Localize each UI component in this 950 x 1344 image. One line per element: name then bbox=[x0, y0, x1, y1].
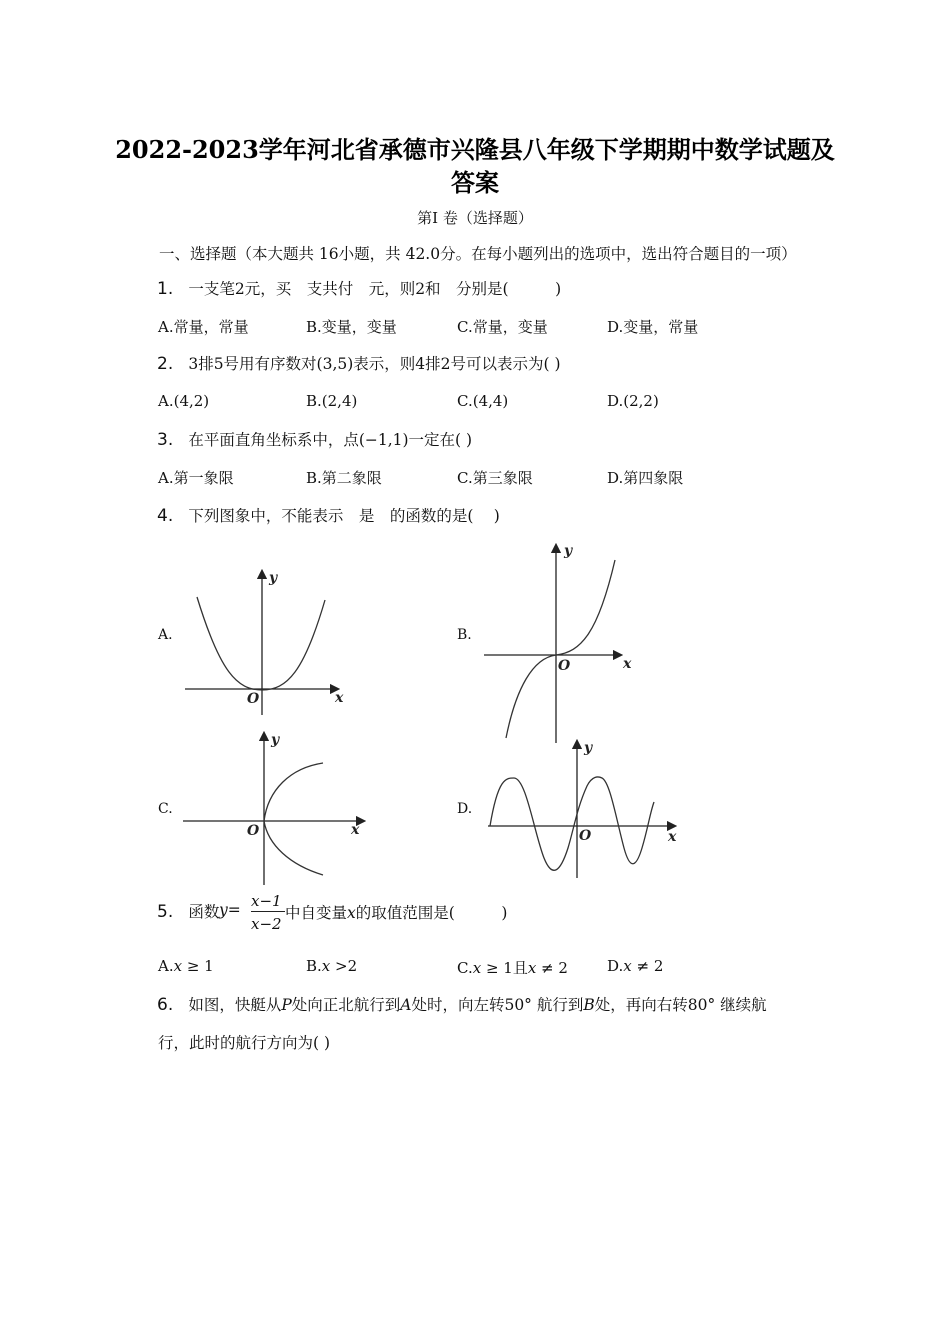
q1-option-c[interactable]: C.常量，变量 bbox=[457, 318, 548, 336]
figure-a-label[interactable]: A. bbox=[158, 627, 173, 643]
curve bbox=[490, 777, 654, 870]
figure-c-label[interactable]: C. bbox=[158, 801, 173, 817]
origin-label: O bbox=[558, 658, 571, 674]
y-axis-label: y bbox=[564, 543, 573, 559]
question-5 bbox=[157, 900, 219, 922]
question-number: 1. bbox=[157, 279, 174, 299]
q3-option-a[interactable]: A.第一象限 bbox=[158, 469, 234, 487]
figure-a-parabola bbox=[175, 560, 355, 720]
question-number: 2. bbox=[157, 354, 174, 374]
document-title-line-2: 答案 bbox=[451, 168, 499, 197]
y-axis-label: y bbox=[584, 740, 593, 756]
origin-label: O bbox=[247, 691, 260, 707]
q1-option-d[interactable]: D.变量，常量 bbox=[607, 318, 699, 336]
q2-option-c[interactable]: C.(4,4) bbox=[457, 392, 509, 410]
question-text-line-1: 如图，快艇从𝑃处向正北航行到𝐴处时，向左转50° 航行到𝐵处，再向右转80° 继续航 bbox=[188, 996, 767, 1014]
question-1 bbox=[157, 277, 561, 299]
document-title-line-1: 2022-2023学年河北省承德市兴隆县八年级下学期期中数学试题及 bbox=[115, 135, 835, 164]
q1-option-a[interactable]: A.常量，常量 bbox=[158, 318, 249, 336]
question-6-text-line-2: 行，此时的航行方向为( ) bbox=[158, 1034, 331, 1052]
question-text-before: 函数 bbox=[188, 903, 220, 921]
figure-d-label[interactable]: D. bbox=[457, 801, 473, 817]
y-axis-label: y bbox=[271, 732, 280, 748]
curve bbox=[264, 763, 323, 875]
question-number: 4. bbox=[157, 506, 174, 526]
figure-d-sine-wave bbox=[482, 738, 682, 883]
origin-label: O bbox=[247, 823, 260, 839]
text-end: 的取值范围是( ) bbox=[355, 904, 508, 922]
q5-option-c[interactable]: C.𝑥 ≥ 1且𝑥 ≠ 2 bbox=[457, 959, 568, 977]
q2-option-a[interactable]: A.(4,2) bbox=[158, 392, 210, 410]
q3-option-b[interactable]: B.第二象限 bbox=[306, 469, 382, 487]
q5-option-a[interactable]: A.𝑥 ≥ 1 bbox=[158, 957, 214, 975]
question-text: 一支笔2元，买 支共付 元，则2和 分别是( ) bbox=[188, 280, 562, 298]
question-5-tail bbox=[285, 901, 507, 923]
question-3 bbox=[157, 428, 472, 450]
section-header: 一、选择题（本大题共 16小题，共 42.0分。在每小题列出的选项中，选出符合题目的一项） bbox=[159, 245, 797, 263]
q3-option-d[interactable]: D.第四象限 bbox=[607, 469, 684, 487]
q2-option-b[interactable]: B.(2,4) bbox=[306, 392, 358, 410]
origin-label: O bbox=[579, 828, 592, 844]
figure-b-label[interactable]: B. bbox=[457, 627, 472, 643]
y-axis-label: y bbox=[269, 570, 278, 586]
question-4 bbox=[157, 504, 500, 526]
q5-option-b[interactable]: B.𝑥 >2 bbox=[306, 957, 358, 975]
part-heading: 第Ⅰ 卷（选择题） bbox=[417, 209, 533, 227]
fraction-denominator: x−2 bbox=[251, 915, 282, 933]
q3-option-c[interactable]: C.第三象限 bbox=[457, 469, 533, 487]
x-axis-label: x bbox=[668, 829, 677, 845]
fraction-numerator: x−1 bbox=[251, 892, 282, 910]
question-6 bbox=[157, 993, 767, 1015]
curve bbox=[506, 560, 615, 738]
x-axis-label: x bbox=[335, 690, 344, 706]
fraction-bar bbox=[251, 911, 285, 912]
question-number: 6. bbox=[157, 995, 174, 1015]
question-text: 下列图象中，不能表示 是 的函数的是( ) bbox=[188, 507, 500, 525]
question-text: 3排5号用有序数对(3,5)表示，则4排2号可以表示为( ) bbox=[188, 355, 561, 373]
text-after: 中自变量 bbox=[285, 904, 348, 922]
x-axis-label: x bbox=[351, 822, 360, 838]
x-axis-label: x bbox=[623, 656, 632, 672]
function-lhs: y= bbox=[219, 901, 241, 919]
variable: x bbox=[347, 904, 356, 922]
q5-option-d[interactable]: D.𝑥 ≠ 2 bbox=[607, 957, 664, 975]
question-number: 3. bbox=[157, 430, 174, 450]
question-number: 5. bbox=[157, 902, 174, 922]
curve bbox=[197, 597, 325, 690]
figure-c-sideways-parabola bbox=[175, 730, 375, 890]
question-text: 在平面直角坐标系中，点(−1,1)一定在( ) bbox=[188, 431, 473, 449]
q2-option-d[interactable]: D.(2,2) bbox=[607, 392, 659, 410]
figure-b-cubic bbox=[478, 538, 648, 748]
q1-option-b[interactable]: B.变量，变量 bbox=[306, 318, 397, 336]
question-2 bbox=[157, 352, 561, 374]
